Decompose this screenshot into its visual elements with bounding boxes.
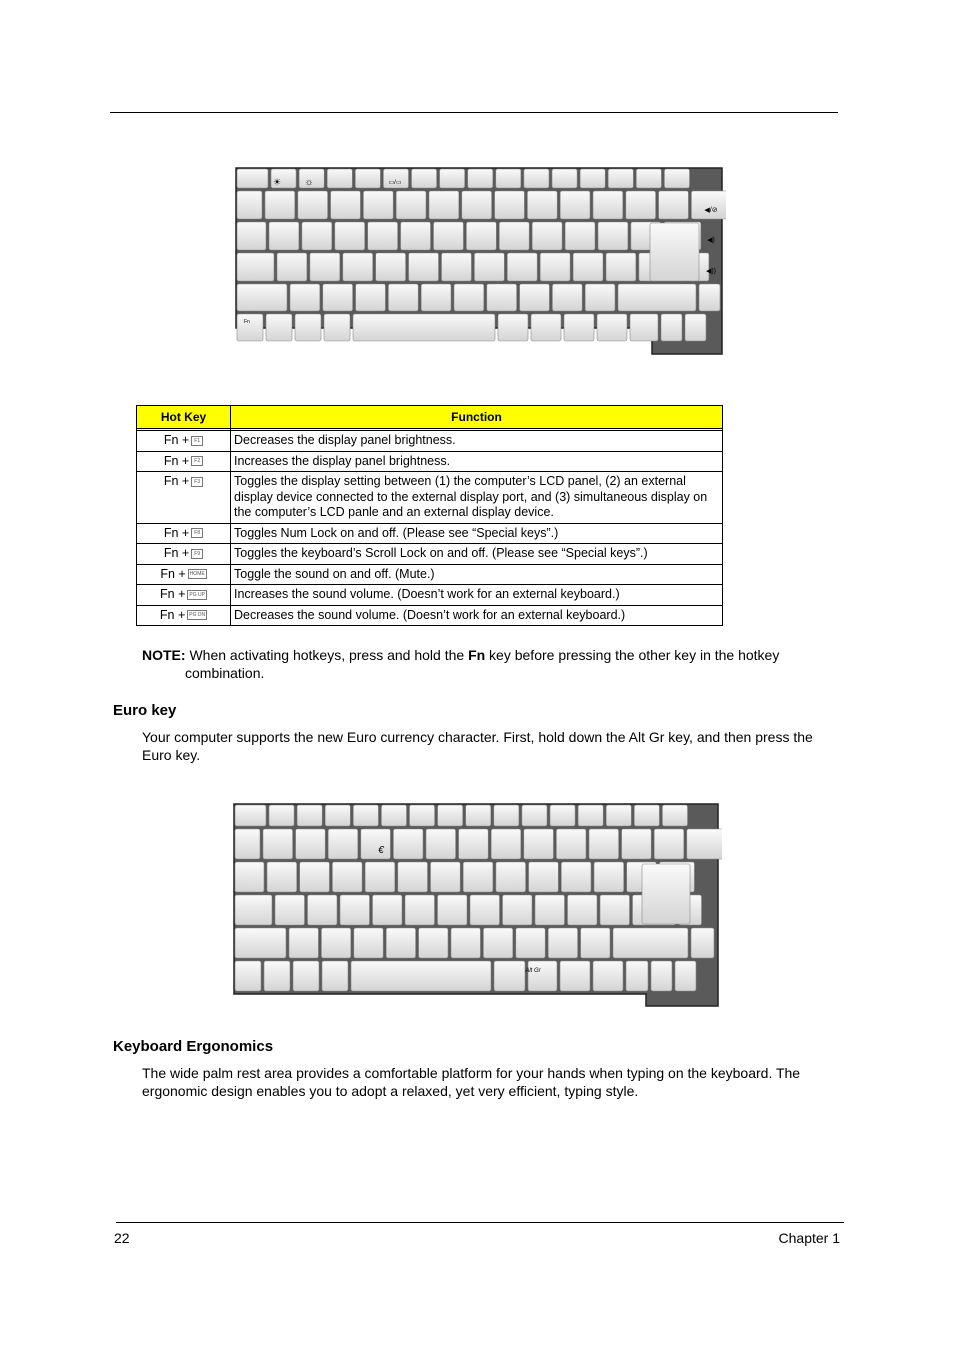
keyboard-key (560, 961, 590, 991)
hotkey-table (136, 405, 723, 626)
hotkey-note (142, 646, 822, 682)
note-text-2: key before pressing the other key in the hotkey (485, 647, 780, 663)
keyboard-key (564, 314, 594, 341)
keyboard-key (661, 314, 682, 341)
keyboard-key (454, 284, 484, 311)
keyboard-key (295, 314, 321, 341)
keyboard-key (431, 862, 461, 892)
keyboard-key (606, 253, 636, 281)
keyboard-key (594, 862, 624, 892)
function-cell: Toggles the keyboard’s Scroll Lock on and off. (Please see “Special keys”.) (231, 544, 723, 565)
keyboard-key (651, 961, 672, 991)
keyboard-ergonomics-heading: Keyboard Ergonomics (113, 1038, 274, 1055)
keyboard-key (421, 284, 451, 311)
keyboard-key (386, 928, 415, 958)
keyboard-key (699, 284, 720, 311)
keyboard-key (498, 314, 528, 341)
keyboard-key (685, 314, 706, 341)
keyboard-key (398, 862, 428, 892)
keyboard-key (528, 961, 557, 991)
keyboard-key (626, 191, 656, 219)
keyboard-key (626, 961, 648, 991)
keyboard-ergonomics-text: The wide palm rest area provides a comfortable platform for your hands when typing on the keyboard. The ergonomic design enables you to adopt a relaxed, yet very efficient, typing style. (142, 1065, 801, 1099)
keyboard-key (491, 829, 521, 859)
keyboard-key (578, 805, 603, 826)
hotkey-cell (137, 564, 231, 585)
keyboard-key (275, 895, 305, 925)
keyboard-key (368, 222, 398, 250)
function-cell: Increases the display panel brightness. (231, 451, 723, 472)
keyboard-key (289, 928, 318, 958)
keyboard-key (419, 928, 448, 958)
key-cap-icon: F2 (191, 456, 203, 466)
keyboard-key (462, 191, 492, 219)
hotkey-header: Hot Key (137, 406, 231, 429)
keyboard-key (356, 284, 386, 311)
keyboard-key (426, 829, 456, 859)
table-row (137, 605, 723, 626)
keyboard-key (237, 191, 262, 219)
keyboard-key (522, 805, 547, 826)
keyboard-key (463, 862, 493, 892)
keyboard-key (328, 829, 358, 859)
enter-key (650, 223, 699, 281)
keyboard-key (495, 191, 525, 219)
keyboard-key (529, 862, 559, 892)
keyboard-key (237, 222, 266, 250)
euro-key-heading: Euro key (113, 702, 177, 719)
keyboard-key (376, 253, 406, 281)
keyboard-key (361, 829, 391, 859)
keyboard-key (503, 895, 533, 925)
hotkey-cell (137, 472, 231, 524)
hotkey-cell (137, 585, 231, 606)
function-cell: Decreases the sound volume. (Doesn’t work for an external keyboard.) (231, 605, 723, 626)
keyboard-key (381, 805, 406, 826)
keyboard-key (396, 191, 426, 219)
keyboard-key (494, 961, 525, 991)
keyboard-key (520, 284, 550, 311)
keyboard-key (442, 253, 472, 281)
keyboard-key (264, 961, 290, 991)
keyboard-key (300, 862, 330, 892)
hotkey-prefix: Fn + (163, 453, 190, 468)
keyboard-key (335, 222, 365, 250)
hotkey-cell (137, 605, 231, 626)
keyboard-key (298, 191, 328, 219)
keyboard-key (363, 191, 393, 219)
function-cell: Toggles the display setting between (1) the computer’s LCD panel, (2) an external display device connected to the external display port, and (3) simultaneous display on the computer’s LCD panle and an external display device. (231, 472, 723, 524)
keyboard-key (608, 169, 633, 188)
keyboard-key (269, 805, 294, 826)
keyboard-key (499, 222, 529, 250)
hotkey-keyboard-diagram (232, 166, 726, 357)
keyboard-key (531, 314, 561, 341)
key-cap-icon: PG UP (189, 591, 205, 598)
keyboard-key (675, 961, 696, 991)
keyboard-key (622, 829, 652, 859)
keyboard-key (322, 961, 348, 991)
keyboard-key (235, 805, 266, 826)
enter-key (642, 864, 690, 924)
keyboard-key (474, 253, 504, 281)
key-cap-icon: F8 (191, 528, 203, 538)
keyboard-key (353, 314, 495, 341)
keyboard-key (235, 928, 286, 958)
hotkey-prefix: Fn + (160, 566, 186, 581)
keyboard-key (659, 191, 689, 219)
alt-gr-key-label: Alt Gr (525, 968, 541, 974)
fn-key-label: Fn (244, 319, 250, 325)
keyboard-key (565, 222, 595, 250)
keyboard-key (290, 284, 320, 311)
keyboard-key (630, 314, 658, 341)
keyboard-key (548, 928, 577, 958)
keyboard-key (310, 253, 340, 281)
keyboard-key (429, 191, 459, 219)
note-fn: Fn (468, 647, 486, 663)
table-row (137, 451, 723, 472)
keyboard-key (263, 829, 293, 859)
keyboard-key (593, 961, 623, 991)
keyboard-key (405, 895, 435, 925)
display-toggle-icon: ▭/▭ (388, 180, 402, 186)
header-rule (110, 112, 838, 113)
keyboard-key (373, 895, 403, 925)
keyboard-key (496, 169, 521, 188)
footer-rule (116, 1222, 844, 1223)
keyboard-key (535, 895, 565, 925)
keyboard-key (237, 253, 274, 281)
keyboard-key (265, 191, 295, 219)
keyboard-key (691, 928, 714, 958)
keyboard-key (412, 169, 437, 188)
function-cell: Toggles Num Lock on and off. (Please see “Special keys”.) (231, 523, 723, 544)
keyboard-key (540, 253, 570, 281)
keyboard-key (597, 314, 627, 341)
table-row (137, 564, 723, 585)
key-cap-icon: PG DN (189, 612, 206, 619)
keyboard-key (401, 222, 431, 250)
keyboard-key (438, 805, 463, 826)
key-cap-icon: F9 (191, 549, 203, 559)
note-text-3: combination. (185, 665, 265, 681)
keyboard-key (613, 928, 688, 958)
keyboard-key (237, 284, 287, 311)
keyboard-key (235, 862, 264, 892)
keyboard-key (297, 805, 322, 826)
keyboard-key (351, 961, 491, 991)
keyboard-key (527, 191, 557, 219)
keyboard-key (324, 314, 350, 341)
function-cell: Increases the sound volume. (Doesn’t work for an external keyboard.) (231, 585, 723, 606)
keyboard-key (267, 862, 297, 892)
hotkey-prefix: Fn + (163, 525, 190, 540)
note-text-1: When activating hotkeys, press and hold the (185, 647, 469, 663)
euro-keyboard-diagram (232, 802, 722, 1010)
keyboard-key (410, 805, 435, 826)
keyboard-key (589, 829, 619, 859)
keyboard-key (354, 928, 383, 958)
keyboard-key (393, 829, 423, 859)
hotkey-prefix: Fn + (163, 546, 190, 560)
hotkey-cell (137, 544, 231, 565)
keyboard-key (269, 222, 299, 250)
keyboard-key (573, 253, 603, 281)
keyboard-key (654, 829, 684, 859)
keyboard-key (409, 253, 439, 281)
keyboard-key (507, 253, 537, 281)
keyboard-key (598, 222, 628, 250)
keyboard-key (266, 314, 292, 341)
hotkey-cell (137, 451, 231, 472)
keyboard-key (550, 805, 575, 826)
keyboard-key (516, 928, 545, 958)
keyboard-key (487, 284, 517, 311)
keyboard-key (556, 829, 586, 859)
keyboard-key (340, 895, 370, 925)
keyboard-key (560, 191, 590, 219)
brightness-up-icon: ☼ (304, 177, 314, 188)
table-row (137, 472, 723, 524)
keyboard-key (468, 169, 493, 188)
brightness-down-icon: ☀ (272, 177, 282, 187)
hotkey-prefix: Fn + (159, 607, 186, 622)
function-header: Function (231, 406, 723, 429)
function-cell: Decreases the display panel brightness. (231, 431, 723, 452)
keyboard-key (440, 169, 465, 188)
key-cap-icon: HOME (189, 571, 205, 578)
keyboard-key (636, 169, 661, 188)
hotkey-prefix: Fn + (163, 433, 190, 447)
keyboard-key (634, 805, 659, 826)
table-row (137, 585, 723, 606)
keyboard-key (600, 895, 630, 925)
keyboard-key (494, 805, 519, 826)
keyboard-key (691, 191, 726, 219)
keyboard-key (355, 169, 380, 188)
keyboard-key (585, 284, 615, 311)
keyboard-key (606, 805, 631, 826)
keyboard-key (237, 314, 263, 341)
note-label: NOTE: (142, 647, 186, 663)
keyboard-key (235, 961, 261, 991)
chapter-label: Chapter 1 (778, 1230, 840, 1246)
keyboard-key (466, 222, 496, 250)
key-cap-icon: F3 (191, 477, 203, 487)
keyboard-key (331, 191, 361, 219)
mute-icon: ◀/⊘ (704, 207, 718, 214)
keyboard-key (552, 284, 582, 311)
keyboard-key (438, 895, 468, 925)
keyboard-key (618, 284, 696, 311)
keyboard-key (466, 805, 491, 826)
keyboard-key (568, 895, 598, 925)
table-row (137, 544, 723, 565)
keyboard-key (561, 862, 591, 892)
keyboard-key (552, 169, 577, 188)
keyboard-key (662, 805, 687, 826)
volume-down-icon: ◀)) (705, 268, 717, 275)
keyboard-key (235, 829, 260, 859)
keyboard-key (434, 222, 464, 250)
keyboard-key (327, 169, 352, 188)
keyboard-key (343, 253, 373, 281)
function-cell: Toggle the sound on and off. (Mute.) (231, 564, 723, 585)
keyboard-key (302, 222, 332, 250)
table-row (137, 431, 723, 452)
keyboard-key (321, 928, 350, 958)
keyboard-key (353, 805, 378, 826)
keyboard-key (470, 895, 500, 925)
keyboard-key (365, 862, 395, 892)
table-row (137, 523, 723, 544)
keyboard-key (277, 253, 307, 281)
keyboard-key (325, 805, 350, 826)
keyboard-key (459, 829, 489, 859)
keyboard-key (308, 895, 338, 925)
keyboard-key (323, 284, 353, 311)
keyboard-key (451, 928, 480, 958)
keyboard-key (532, 222, 562, 250)
keyboard-key (580, 169, 605, 188)
keyboard-key (332, 862, 362, 892)
keyboard-key (235, 895, 272, 925)
keyboard-key (581, 928, 610, 958)
keyboard-key (388, 284, 418, 311)
keyboard-key (296, 829, 326, 859)
keyboard-key (664, 169, 689, 188)
hotkey-prefix: Fn + (163, 474, 190, 488)
keyboard-key (293, 961, 319, 991)
page-number: 22 (114, 1230, 130, 1246)
hotkey-cell (137, 431, 231, 452)
euro-icon: € (378, 845, 384, 856)
keyboard-key (524, 829, 554, 859)
key-cap-icon: F1 (191, 436, 203, 446)
keyboard-key (483, 928, 512, 958)
keyboard-key (237, 169, 268, 188)
keyboard-key (496, 862, 526, 892)
keyboard-key (524, 169, 549, 188)
hotkey-cell (137, 523, 231, 544)
hotkey-prefix: Fn + (160, 587, 186, 601)
euro-key-text: Your computer supports the new Euro currency character. First, hold down the Alt Gr key, and then press the Euro key. (142, 729, 813, 763)
volume-up-icon: ◀) (707, 237, 715, 244)
keyboard-key (687, 829, 722, 859)
keyboard-key (593, 191, 623, 219)
